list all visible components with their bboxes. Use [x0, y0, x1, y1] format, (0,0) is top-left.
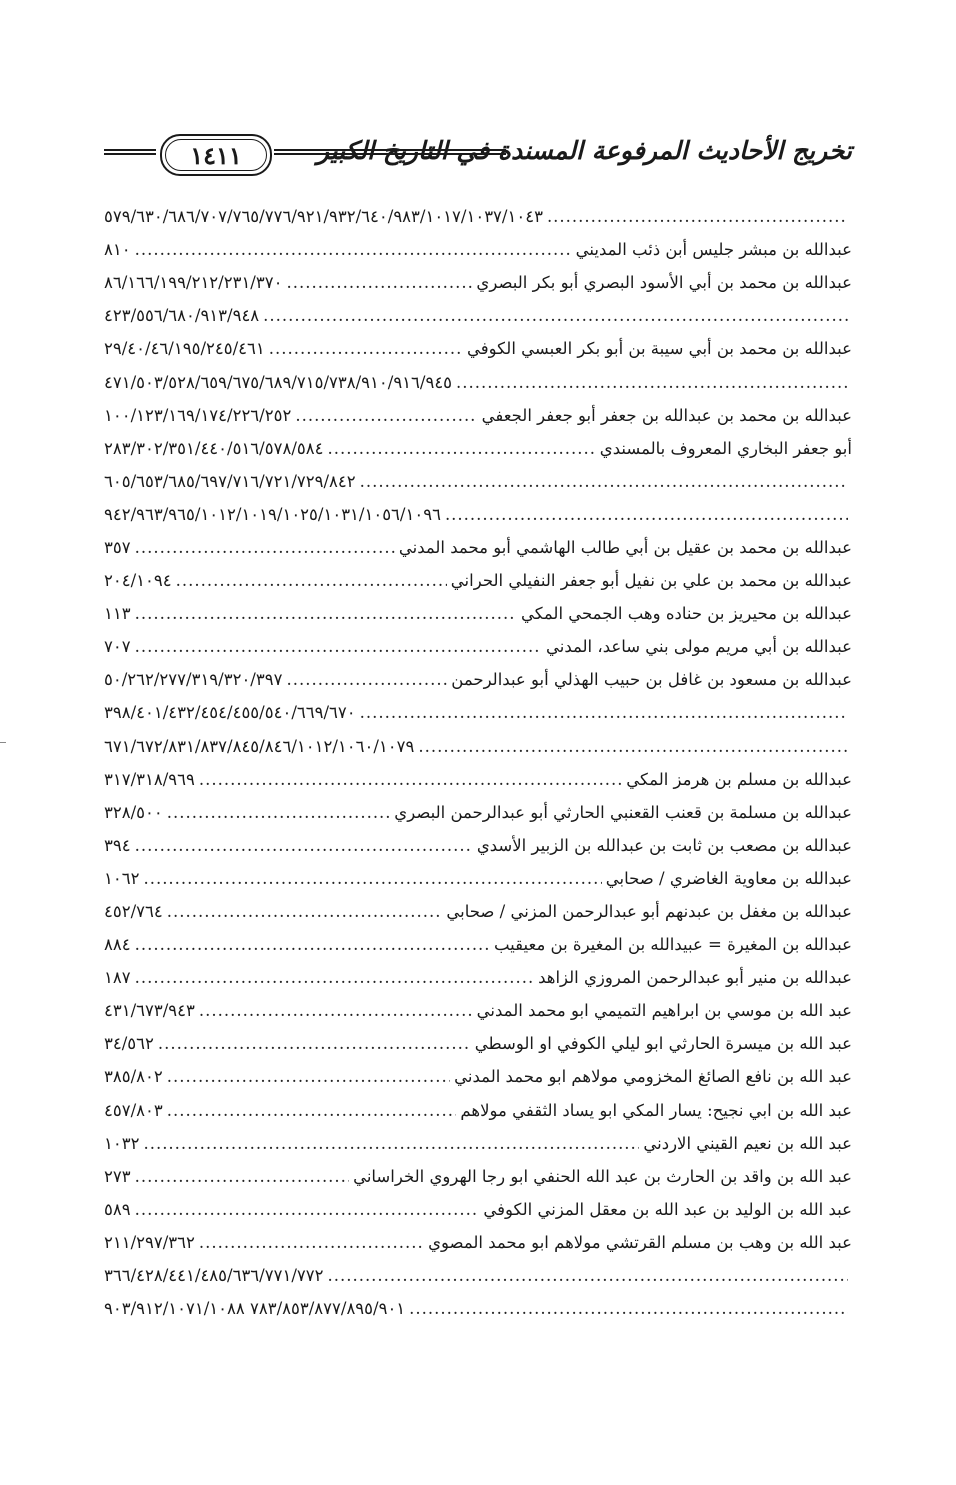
index-entry [104, 498, 852, 531]
narrator-name: عبدالله بن أبي مريم مولى بني ساعد، المدني [545, 637, 852, 657]
hadith-numbers: ٣٩٤ [104, 835, 131, 855]
hadith-numbers: ١٠٣٢ [104, 1133, 140, 1153]
narrator-name: عبدالله بن محمد بن علي بن نفيل أبو جعفر النفيلي الحراني [450, 571, 852, 591]
index-entry [104, 696, 852, 729]
narrator-name: عبد الله بن ميسرة الحارثي ابو ليلي الكوفي او الوسطي [474, 1034, 852, 1054]
hadith-numbers: ٧٨٣/٨٥٣/٨٧٧/٨٩٥/٩٠١ ٩٠٣/٩١٢/١٠٧١/١٠٨٨ [104, 1299, 406, 1319]
narrator-name: عبدالله بن محمد بن أبي الأسود البصري أبو بكر البصري [476, 273, 852, 293]
hadith-numbers: ٣١٧/٣١٨/٩٦٩ [104, 769, 195, 789]
index-entry [104, 730, 852, 763]
index-entry [104, 663, 852, 696]
leader-dots [286, 273, 472, 292]
hadith-numbers: ٢٩/٤٠/٤٦/١٩٥/٢٤٥/٤٦١ [104, 339, 265, 359]
leader-dots [199, 1233, 424, 1252]
leader-dots [327, 439, 595, 458]
hadith-numbers: ٧٠٧ [104, 637, 131, 657]
index-entry [104, 299, 852, 332]
running-header [104, 132, 852, 178]
narrator-name: عبدالله بن محمد بن عقيل بن أبي طالب الهاشمي أبو محمد المدني [398, 537, 852, 557]
narrator-name: عبد الله بن وهب بن مسلم القرتشي مولاهم ابو محمد المصوي [428, 1232, 852, 1252]
hadith-numbers: ٢١١/٢٩٧/٣٦٢ [104, 1232, 195, 1252]
narrator-name: عبد الله بن الوليد بن عبد الله بن معقل المزني الكوفي [483, 1199, 852, 1219]
leader-dots [176, 571, 447, 590]
leader-dots [135, 538, 395, 557]
leader-dots [547, 207, 848, 226]
leader-dots [167, 902, 443, 921]
narrator-name: عبدالله بن مغفل بن عبدنهم أبو عبدالرحمن المزني / صحابي [446, 902, 852, 922]
leader-dots [456, 373, 848, 392]
hadith-numbers: ٦٠٥/٦٥٣/٦٨٥/٦٩٧/٧١٦/٧٢١/٧٢٩/٨٤٢ [104, 471, 356, 491]
leader-dots [167, 1067, 450, 1086]
index-entry [104, 465, 852, 498]
narrator-name: عبدالله بن مصعب بن ثابت بن عبدالله بن الزبير الأسدي [476, 835, 852, 855]
index-entries [104, 200, 852, 1325]
narrator-name: عبدالله بن محيريز بن حناده وهب الجمحي المكي [521, 604, 852, 624]
narrator-name: عبدالله بن مسعود بن غافل بن حبيب الهذلي أبو عبدالرحمن [451, 670, 852, 690]
hadith-numbers: ٨٨٤ [104, 935, 131, 955]
leader-dots [135, 1167, 349, 1186]
narrator-name: عبدالله بن محمد بن عبدالله بن جعفر أبو جعفر الجعفي [481, 405, 852, 425]
index-entry [104, 928, 852, 961]
index-entry [104, 1259, 852, 1292]
hadith-numbers: ٦٧١/٦٧٢/٨٣١/٨٣٧/٨٤٥/٨٤٦/١٠١٢/١٠٦٠/١٠٧٩ [104, 736, 415, 756]
hadith-numbers: ١٨٧ [104, 968, 131, 988]
leader-dots [445, 505, 848, 524]
leader-dots [135, 935, 490, 954]
index-entry [104, 564, 852, 597]
leader-dots [360, 703, 848, 722]
leader-dots [135, 1200, 480, 1219]
index-entry [104, 961, 852, 994]
header-rule [104, 149, 156, 155]
narrator-name: عبد الله بن واقد بن الحارث بن عبد الله الحنفي ابو رجا الهروي الخراساني [353, 1166, 852, 1186]
leader-dots [295, 406, 477, 425]
leader-dots [143, 869, 601, 888]
hadith-numbers: ٤٥٢/٧٦٤ [104, 902, 163, 922]
hadith-numbers: ٥٨٩ [104, 1199, 131, 1219]
leader-dots [135, 604, 517, 623]
hadith-numbers: ٣٢٨/٥٠٠ [104, 802, 163, 822]
index-entry [104, 1060, 852, 1093]
leader-dots [199, 1001, 473, 1020]
header-rule [274, 149, 506, 155]
index-entry [104, 1193, 852, 1226]
leader-dots [135, 637, 542, 656]
leader-dots [135, 240, 572, 259]
leader-dots [327, 1266, 848, 1285]
narrator-name: عبدالله بن مسلم بن هرمز المكي [626, 769, 852, 789]
narrator-name: عبدالله بن مسلمة بن قعنب القعنبي الحارثي أبو عبدالرحمن البصري [394, 802, 852, 822]
leader-dots [263, 306, 848, 325]
leader-dots [269, 339, 463, 358]
index-entry [104, 432, 852, 465]
hadith-numbers: ٥٧٩/٦٣٠/٦٨٦/٧٠٧/٧٦٥/٧٧٦/٩٢١/٩٣٢/٦٤٠/٩٨٣/١٠١٧/١٠٣٧/١٠٤٣ [104, 207, 543, 227]
leader-dots [158, 1034, 471, 1053]
hadith-numbers: ٤٣١/٦٧٣/٩٤٣ [104, 1001, 195, 1021]
leader-dots [143, 1134, 639, 1153]
narrator-name: أبو جعفر البخاري المعروف بالمسندي [599, 438, 852, 458]
hadith-numbers: ٣٤/٥٦٢ [104, 1034, 154, 1054]
index-entry [104, 266, 852, 299]
index-entry [104, 630, 852, 663]
index-entry [104, 895, 852, 928]
leader-dots [286, 670, 447, 689]
index-entry [104, 399, 852, 432]
index-entry [104, 796, 852, 829]
hadith-numbers: ١٠٠/١٢٣/١٦٩/١٧٤/٢٢٦/٢٥٢ [104, 405, 292, 425]
hadith-numbers: ٨١٠ [104, 240, 131, 260]
hadith-numbers: ٢٧٣ [104, 1166, 131, 1186]
book-title: تخريج الأحاديث المرفوعة المسندة في التاريخ الكبير [316, 136, 852, 165]
hadith-numbers: ٤٧١/٥٠٣/٥٢٨/٦٥٩/٦٧٥/٦٨٩/٧١٥/٧٣٨/٩١٠/٩١٦/٩٤٥ [104, 372, 453, 392]
index-entry [104, 597, 852, 630]
index-entry [104, 365, 852, 398]
index-entry [104, 994, 852, 1027]
hadith-numbers: ٣٨٥/٨٠٢ [104, 1067, 163, 1087]
index-entry [104, 233, 852, 266]
narrator-name: عبدالله بن معاوية الغاضري / صحابي [605, 868, 852, 888]
index-entry [104, 200, 852, 233]
hadith-numbers: ٩٤٢/٩٦٣/٩٦٥/١٠١٢/١٠١٩/١٠٢٥/١٠٣١/١٠٥٦/١٠٩٦ [104, 504, 441, 524]
index-entry [104, 763, 852, 796]
hadith-numbers: ١٠٦٢ [104, 868, 140, 888]
hadith-numbers: ٢٠٤/١٠٩٤ [104, 571, 172, 591]
index-entry [104, 1027, 852, 1060]
index-entry [104, 1127, 852, 1160]
index-entry [104, 1094, 852, 1127]
narrator-name: عبد الله بن موسي بن ابراهيم التميمي ابو محمد المدني [476, 1001, 852, 1021]
index-entry [104, 1226, 852, 1259]
leader-dots [135, 968, 535, 987]
narrator-name: عبدالله بن مبشر جليس أبن ذئب المديني [575, 240, 852, 260]
page-number-frame [160, 134, 272, 176]
leader-dots [409, 1299, 848, 1318]
narrator-name: عبدالله بن المغيرة = عبيدالله بن المغيرة بن معيقيب [493, 935, 852, 955]
narrator-name: عبدالله بن منير أبو عبدالرحمن المروزي الزاهد [538, 968, 852, 988]
index-entry [104, 1160, 852, 1193]
index-entry [104, 531, 852, 564]
narrator-name: عبد الله بن ابي نجيح: يسار المكي ابو يساد الثقفي مولاهم [460, 1100, 852, 1120]
hadith-numbers: ٣٩٨/٤٠١/٤٣٢/٤٥٤/٤٥٥/٥٤٠/٦٦٩/٦٧٠ [104, 703, 356, 723]
hadith-numbers: ٤٢٣/٥٥٦/٦٨٠/٩١٣/٩٤٨ [104, 306, 260, 326]
narrator-name: عبدالله بن محمد بن أبي سيبة بن أبو بكر العبسي الكوفي [467, 339, 852, 359]
index-entry [104, 862, 852, 895]
leader-dots [360, 472, 848, 491]
leader-dots [199, 770, 622, 789]
page-number: ١٤١١ [190, 140, 242, 170]
hadith-numbers: ٤٥٧/٨٠٣ [104, 1100, 163, 1120]
index-entry [104, 829, 852, 862]
hadith-numbers: ٥٠/٢٦٢/٢٧٧/٣١٩/٣٢٠/٣٩٧ [104, 670, 283, 690]
hadith-numbers: ٨٦/١٦٦/١٩٩/٢١٢/٢٣١/٣٧٠ [104, 273, 283, 293]
leader-dots [418, 737, 848, 756]
hadith-numbers: ٣٦٦/٤٢٨/٤٤١/٤٨٥/٦٣٦/٧٧١/٧٧٢ [104, 1266, 324, 1286]
narrator-name: عبد الله بن نعيم القيني الاردني [643, 1133, 852, 1153]
hadith-numbers: ١١٣ [104, 604, 131, 624]
hadith-numbers: ٢٨٣/٣٠٢/٣٥١/٤٤٠/٥١٦/٥٧٨/٥٨٤ [104, 438, 324, 458]
leader-dots [167, 803, 391, 822]
leader-dots [135, 836, 473, 855]
index-entry [104, 332, 852, 365]
hadith-numbers: ٣٥٧ [104, 537, 131, 557]
index-entry [104, 1292, 852, 1325]
narrator-name: عبد الله بن نافع الصائغ المخزومي مولاهم ابو محمد المدني [454, 1067, 852, 1087]
leader-dots [167, 1101, 457, 1120]
margin-mark [0, 742, 6, 743]
